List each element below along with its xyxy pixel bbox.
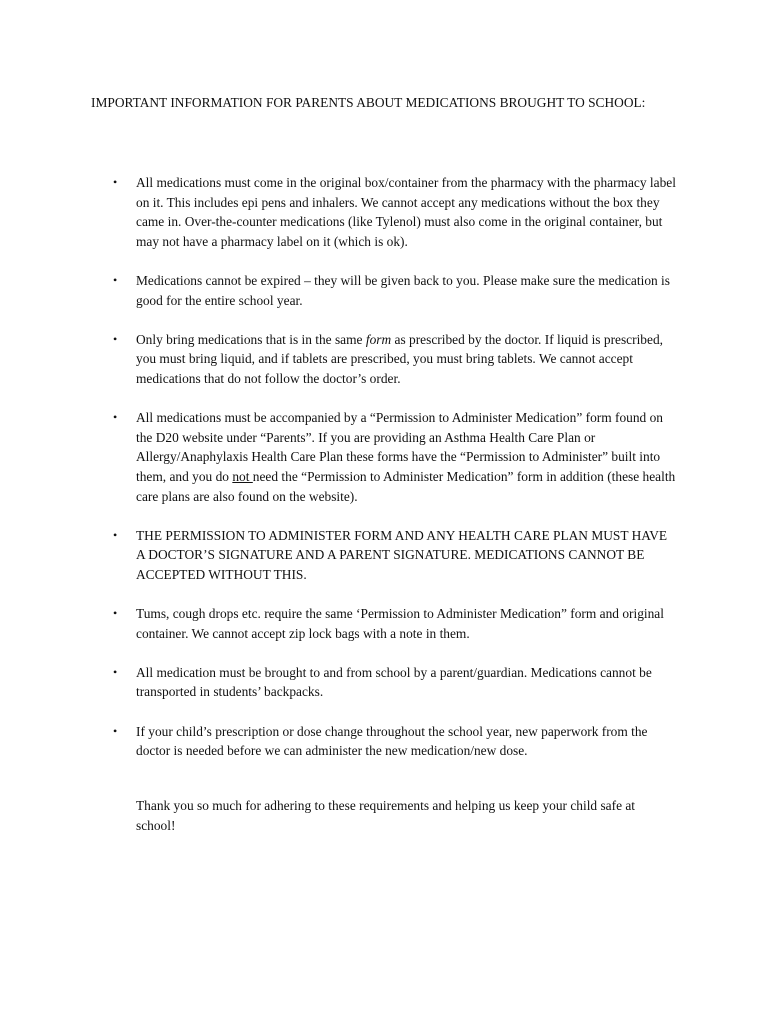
emphasized-word: form (365, 331, 392, 347)
list-item (0, 663, 676, 702)
bullet-icon: • (113, 527, 118, 542)
list-item (0, 722, 676, 761)
list-item (0, 271, 676, 310)
bullet-icon: • (113, 272, 118, 287)
document-heading: IMPORTANT INFORMATION FOR PARENTS ABOUT MEDICATIONS BROUGHT TO SCHOOL: (91, 95, 646, 110)
bullet-icon: • (113, 175, 118, 189)
bullet-icon: • (113, 606, 118, 621)
list-item-text: Medications cannot be expired – they will be given back to you. Please make sure the medication is good for the entire school year. (136, 272, 670, 308)
list-item-text: Tums, cough drops etc. require the same ‘Permission to Administer Medication” form and original container. We cannot accept zip lock bags with a note in them. (136, 606, 664, 641)
bullet-icon: • (113, 331, 118, 346)
list-item (0, 526, 676, 585)
underlined-word: not (232, 468, 253, 484)
list-item-text: THE PERMISSION TO ADMINISTER FORM AND ANY HEALTH CARE PLAN MUST HAVE A DOCTOR’S SIGNATURE AND A PARENT SIGNATURE. MEDICATIONS CANNOT BE ACCEPTED WITHOUT THIS. (136, 527, 668, 582)
bullet-icon: • (113, 664, 118, 679)
list-item (0, 173, 676, 251)
list-item-text-after: as prescribed by the doctor. If liquid is prescribed, you must bring liquid, and if tablets are prescribed, you must bring tablets. We cannot accept medications that do not follow the doctor’s order. (136, 331, 663, 386)
requirements-list (0, 173, 770, 780)
list-item (0, 408, 676, 506)
list-item-text: All medications must come in the original box/container from the pharmacy with the pharmacy label on it. This includes epi pens and inhalers. We cannot accept any medications without the box they came in. Over-the-counter medications (like Tylenol) must also come in the original container, but may not have a pharmacy label on it (which is ok). (136, 175, 676, 249)
list-item-text: All medication must be brought to and from school by a parent/guardian. Medications cannot be transported in students’ backpacks. (136, 664, 652, 700)
list-item-text-before: All medications must be accompanied by a “Permission to Administer Medication” form found on the D20 website under “Parents”. If you are providing an Asthma Health Care Plan or Allergy/Anaphylaxis Health Care Plan these forms have the “Permission to Administer” built into them, and you do (136, 410, 663, 484)
bullet-icon: • (113, 723, 118, 738)
list-item-text-before: Only bring medications that is in the same (136, 331, 366, 347)
list-item (0, 604, 676, 643)
bullet-icon: • (113, 410, 118, 425)
closing-note: Thank you so much for adhering to these requirements and helping us keep your child safe at school! (136, 798, 636, 833)
list-item (0, 330, 676, 389)
list-item-text-after: need the “Permission to Administer Medication” form in addition (these health care plans are also found on the website). (136, 468, 676, 504)
list-item-text: If your child’s prescription or dose change throughout the school year, new paperwork from the doctor is needed before we can administer the new medication/new dose. (136, 723, 648, 759)
